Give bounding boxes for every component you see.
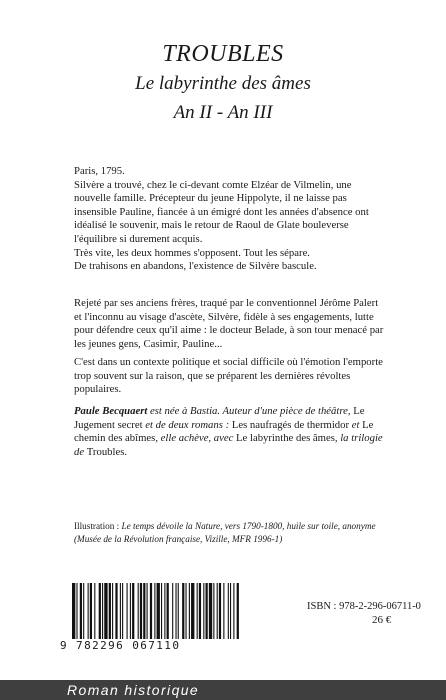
barcode-bar <box>223 583 224 639</box>
barcode-bar <box>213 583 214 639</box>
bio-text: est née à Bastia. Auteur d'une pièce de théâtre, <box>147 405 354 417</box>
intro-line: Très vite, les deux hommes s'opposent. Tout les sépare. <box>74 246 310 259</box>
barcode-bar <box>147 583 148 639</box>
barcode-bar <box>115 583 117 639</box>
bio-book-title: Le chemin des abîmes <box>74 418 374 445</box>
barcode-bar <box>94 583 95 639</box>
barcode-bar <box>228 583 229 639</box>
barcode-bar <box>143 583 145 639</box>
barcode-bar <box>120 583 121 639</box>
barcode-bar <box>127 583 128 639</box>
barcode-bar <box>182 583 184 639</box>
barcode-bar <box>154 583 155 639</box>
bio-text: , elle achève, avec <box>155 432 237 445</box>
barcode-bar <box>164 583 165 639</box>
barcode-bar <box>88 583 89 639</box>
barcode-digits: 9 782296 067110 <box>60 639 181 652</box>
barcode-bar <box>122 583 123 639</box>
barcode-bar <box>72 583 75 639</box>
collection-label: Roman historique <box>67 682 200 698</box>
barcode-bar <box>203 583 204 639</box>
author-bio <box>74 405 386 459</box>
barcode-bar <box>150 583 152 639</box>
bio-book-title: Le Jugement secret <box>74 405 365 431</box>
summary-paragraph: Rejeté par ses anciens frères, traqué par le conventionnel Jérôme Palert et l'inconnu au visage d'ascète, Silvère, fidèle à ses engagements, lutte pour défendre ceux qu'il aime : le docteur Belade, à son tour menacé par les jeunes gens, Casimir, Pauline... <box>74 297 384 350</box>
barcode-bar <box>102 583 103 639</box>
intro-line: Paris, 1795. <box>74 165 125 177</box>
illustration-label: Illustration : <box>74 521 122 531</box>
isbn: ISBN : 978-2-296-06711-0 <box>307 601 421 612</box>
barcode <box>72 583 240 639</box>
barcode-bar <box>140 583 142 639</box>
barcode-bar <box>132 583 134 639</box>
bio-text: , la trilogie de <box>74 432 383 458</box>
book-subtitle: Le labyrinthe des âmes <box>135 73 311 94</box>
barcode-bar <box>76 583 77 639</box>
barcode-bar <box>178 583 179 639</box>
barcode-bar <box>157 583 160 639</box>
barcode-bar <box>109 583 111 639</box>
barcode-bar <box>161 583 162 639</box>
book-title: TROUBLES <box>162 41 284 67</box>
barcode-bar <box>209 583 212 639</box>
intro-line: Silvère a trouvé, chez le ci-devant comte Elzéar de Vilmelin, une nouvelle famille. Précepteur du jeune Hippolyte, il ne laisse pas insensible Pauline, fiancée à un émigré dont les années d'absence ont idéalisé le souvenir, mais le retour de Raoul de Glate bouleverse l'équilibre si durement acquis. <box>74 178 369 245</box>
barcode-bar <box>185 583 186 639</box>
bio-text: et de deux romans : <box>142 418 232 431</box>
intro-line: De trahisons en abandons, l'existence de Silvère bascule. <box>74 260 317 273</box>
illustration-credit <box>74 520 414 546</box>
barcode-bar <box>191 583 194 639</box>
barcode-bar <box>217 583 218 639</box>
bio-book-title: Le labyrinthe des âmes <box>236 432 335 445</box>
barcode-bar <box>99 583 101 639</box>
barcode-bar <box>130 583 131 639</box>
context-paragraph: C'est dans un contexte politique et social difficile où l'émotion l'emporte trop souvent sur la raison, que se préparent les dernières révoltes populaires. <box>74 356 383 396</box>
barcode-bar <box>112 583 113 639</box>
bio-text: et <box>349 418 363 431</box>
barcode-bar <box>175 583 176 639</box>
barcode-bar <box>83 583 84 639</box>
barcode-bar <box>233 583 234 639</box>
footer-bar <box>0 680 446 700</box>
bio-book-title: Les naufragés de thermidor <box>231 418 350 431</box>
price: 26 € <box>372 614 392 626</box>
barcode-bar <box>197 583 198 639</box>
intro-paragraph <box>74 165 386 274</box>
barcode-bar <box>206 583 208 639</box>
barcode-bar <box>90 583 92 639</box>
barcode-bar <box>172 583 173 639</box>
barcode-bar <box>189 583 190 639</box>
barcode-bar <box>167 583 169 639</box>
illustration-caption: Le temps dévoile la Nature, vers 1790-1800, huile sur toile, anonyme <box>121 521 376 531</box>
book-period: An II - An III <box>173 102 273 123</box>
barcode-bar <box>199 583 201 639</box>
barcode-bar <box>138 583 139 639</box>
barcode-bar <box>230 583 231 639</box>
author-name: Paule Becquaert <box>74 405 148 417</box>
barcode-bar <box>104 583 107 639</box>
title-block <box>0 40 446 125</box>
bio-book-title: Troubles <box>86 445 125 458</box>
barcode-bar <box>219 583 221 639</box>
illustration-source: (Musée de la Révolution française, Vizille, MFR 1996-1) <box>74 534 283 544</box>
bio-end: . <box>124 445 128 458</box>
barcode-bar <box>80 583 82 639</box>
barcode-bar <box>237 583 239 639</box>
